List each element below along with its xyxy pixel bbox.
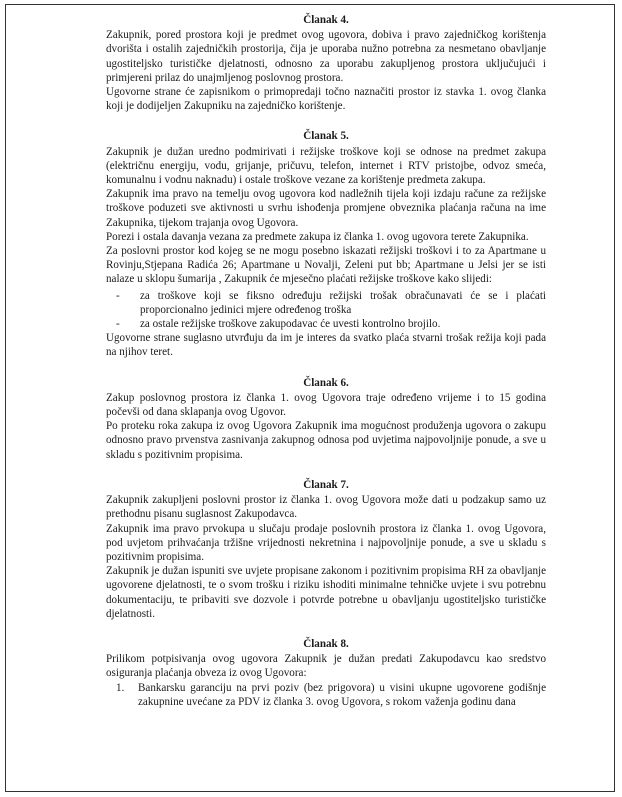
article-heading: Članak 6. [303,376,349,389]
paragraph: Zakupnik ima pravo prvokupa u slučaju prodaje poslovnih prostora iz članka 1. ovog Ugovora, pod uvjetom prihvaćanja tržišne vrijednosti nekretnina i najpovoljnije ponude, a sve u skladu s pozitivnim propisima. [106,522,546,563]
paragraph: Po proteku roka zakupa iz ovog Ugovora Zakupnik ima mogućnost produženja ugovora o zakupu odnosno pravo prvenstva zasnivanja zakupnog odnosa pod uvjetima najpovoljnije ponude, a sve u skladu s pozitivnim propisima. [106,420,546,461]
article-4 [106,13,546,113]
paragraph: Zakupnik ima pravo na temelju ovog ugovora kod nadležnih tijela koji izdaju račune za režijske troškove poduzeti sve aktivnosti u svrhu ishođenja promjene obveznika plaćanja računa na ime Zakupnika, tijekom trajanja ovog Ugovora. [106,188,546,229]
paragraph: Zakupnik je dužan uredno podmirivati i režijske troškove koji se odnose na predmet zakupa (električnu energiju, vodu, grijanje, pričuvu, telefon, internet i RTV pristojbe, odvoz smeća, komunalnu i vodnu naknadu) i ostale troškove vezane za korištenje predmeta zakupa. [106,145,546,187]
paragraph: Zakupnik, pored prostora koji je predmet ovog ugovora, dobiva i pravo zajedničkog korištenja dvorišta i ostalih zajedničkih prostorija, čija je uporaba nužno potrebna za nesmetano obavljanje ugostiteljsko turističke djelatnosti, odnosno za uporabu zakupljenog prostora uključujući i primjereni prilaz do unajmljenog poslovnog prostora. [106,29,546,84]
paragraph: Zakupnik zakupljeni poslovni prostor iz članka 1. ovog Ugovora može dati u podzakup samo uz prethodnu pisanu suglasnost Zakupodavca. [106,494,546,521]
paragraph: Ugovorne strane suglasno utvrđuju da im je interes da svatko plaća stvarni trošak režija koji pada na njihov teret. [106,332,546,359]
list-number: 1. [116,681,125,694]
paragraph: Zakupnik je dužan ispuniti sve uvjete propisane zakonom i pozitivnim propisima RH za obavljanje ugovorene djelatnosti, te o svom trošku i riziku ishoditi minimalne tehničke uvjete i svu potrebnu dokumentaciju, te pribaviti sve dozvole i potvrde potrebne u obavljanju ugostiteljsko turističke djelatnosti. [106,565,546,620]
article-7 [106,478,546,621]
numbered-list [106,681,546,709]
list-item: - za troškove koji se fiksno određuju režijski trošak obračunavati će se i plaćati proporcionalno jedinici mjere određenog troška [106,289,546,317]
list-item: - za ostale režijske troškove zakupodavac će uvesti kontrolno brojilo. [106,317,546,331]
paragraph: Zakup poslovnog prostora iz članka 1. ovog Ugovora traje određeno vrijeme i to 15 godina počevši od dana sklapanja ovog Ugovor. [106,391,546,419]
paragraph: Za poslovni prostor kod kojeg se ne mogu posebno iskazati režijski troškovi i to za Apartmane u Rovinju,Stjepana Radića 26; Apartmane u Novalji, Zeleni put bb; Apartmane u Jelsi jer se isti nalaze u sklopu šumarija , Zakupnik će mjesečno plaćati režijske troškove kako slijedi: [106,245,546,286]
document-body [106,13,546,725]
list-item [106,681,546,709]
document-page [5,4,615,792]
article-heading: Članak 7. [303,478,349,491]
article-heading: Članak 4. [303,14,349,26]
article-heading: Članak 5. [303,130,349,143]
dash-list [106,289,546,332]
article-8 [106,637,546,709]
paragraph: Porezi i ostala davanja vezana za predmete zakupa iz članka 1. ovog ugovora terete Zakupnika. [106,230,529,243]
list-item-text: Bankarsku garanciju na prvi poziv (bez prigovora) u visini ukupne ugovorene godišnje zakupnine uvećane za PDV iz članka 3. ovog Ugovora, s rokom važenja godinu dana [138,681,546,708]
paragraph: Ugovorne strane će zapisnikom o primopredaji točno naznačiti prostor iz stavka 1. ovog članka koji je dodijeljen Zakupniku na zajedničko korištenje. [106,86,546,113]
article-heading: Članak 8. [303,637,349,650]
article-6 [106,376,546,462]
article-5 [106,129,546,359]
paragraph: Prilikom potpisivanja ovog ugovora Zakupnik je dužan predati Zakupodavcu kao sredstvo osiguranja plaćanja obveza iz ovog Ugovora: [106,653,546,680]
